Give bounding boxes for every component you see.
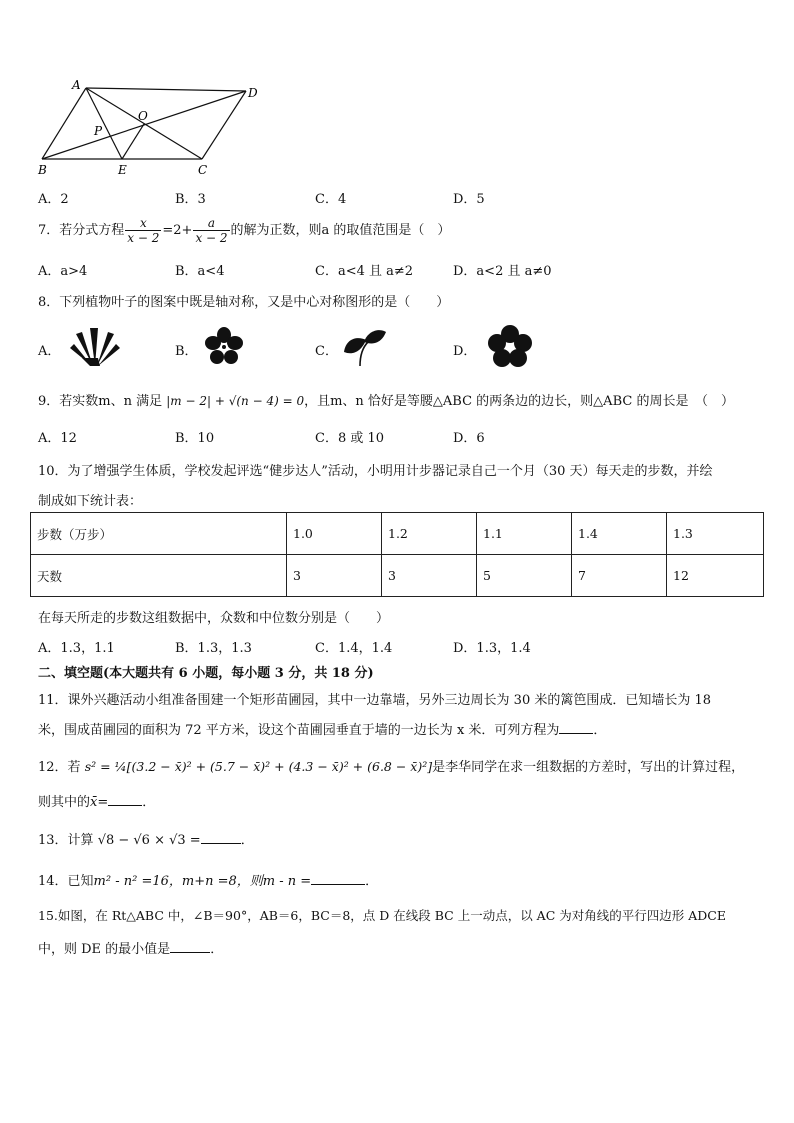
q12-prefix: 12．若 [38,760,81,775]
q6-option-a[interactable]: A．2 [38,192,69,207]
q12-line1 [38,756,744,775]
q11-line2-text: 米，围成苗圃园的面积为 72 平方米，设这个苗圃园垂直于墙的一边长为 x 米．可列方程为 [38,723,560,738]
q7-option-b[interactable]: B．a<4 [175,264,225,279]
q9-option-a[interactable]: A．12 [38,431,77,446]
q13-end: ． [240,833,254,848]
q9-expression: |m − 2| + √(n − 4) = 0 [166,394,305,408]
table-cell: 1.4 [572,513,667,555]
q9-option-c[interactable]: C．8 或 10 [315,431,385,446]
table-cell: 7 [572,555,667,597]
table-cell: 3 [382,555,477,597]
q7-frac1-num: x [125,216,161,231]
q15-line2 [38,938,223,957]
q11-line1: 11．课外兴趣活动小组准备围建一个矩形苗圃园，其中一边靠墙，另外三边周长为 30 米的篱笆围成．已知墙长为 18 [38,693,712,708]
table-cell: 1.2 [382,513,477,555]
label-O: O [138,109,148,123]
q12-line2 [38,791,155,810]
q10-line2: 制成如下统计表： [38,494,143,509]
q12-end: ． [142,795,156,810]
q7-frac1-den: x − 2 [127,231,160,245]
q12-answer-blank[interactable] [108,793,142,806]
q8-option-b[interactable]: B． [175,344,198,359]
q9-suffix: ，且m、n 恰好是等腰△ABC 的两条边的边长，则△ABC 的周长是 （ ） [304,394,734,409]
q9-prefix: 9．若实数m、n 满足 [38,394,163,409]
table-row [31,513,764,555]
spiky-leaf-icon [68,324,122,368]
q8-option-d[interactable]: D． [453,344,477,359]
q7-option-c[interactable]: C．a<4 且 a≠2 [315,264,414,279]
twig-leaves-icon [340,326,390,368]
q6-option-c[interactable]: C．4 [315,192,347,207]
q6-option-d[interactable]: D．5 [453,192,485,207]
q15-end: ． [210,942,224,957]
q10-line1: 10．为了增强学生体质，学校发起评选“健步达人”活动，小明用计步器记录自己一个月（30 天）每天走的步数，并绘 [38,464,713,479]
q10-option-b[interactable]: B．1.3，1.3 [175,641,252,656]
label-C: C [198,163,208,177]
q11-line2 [38,719,606,738]
q14-answer-blank[interactable] [311,872,365,885]
q9-stem [38,390,734,409]
label-B: B [38,163,47,177]
steps-table [30,512,764,597]
q12-suffix: 是李华同学在求一组数据的方差时，写出的计算过程， [432,760,745,775]
label-A: A [72,78,81,92]
q10-option-d[interactable]: D．1.3，1.4 [453,641,531,656]
q10-question: 在每天所走的步数这组数据中，众数和中位数分别是（ ） [38,611,390,626]
table-cell: 1.1 [477,513,572,555]
q14-line [38,870,378,889]
q8-option-a[interactable]: A． [38,344,61,359]
table-cell: 天数 [31,555,287,597]
q7-fraction-2 [193,216,229,245]
q15-answer-blank[interactable] [170,940,210,953]
section-2-title: 二、填空题(本大题共有 6 小题，每小题 3 分，共 18 分) [38,666,374,681]
q7-option-a[interactable]: A．a>4 [38,264,88,279]
q7-fraction-1 [125,216,161,245]
clover-flower-icon [486,324,534,370]
q14-end: ． [365,874,379,889]
table-cell: 1.0 [287,513,382,555]
q7-suffix: 的解为正数，则a 的取值范围是（ ） [230,223,451,238]
q7-option-d[interactable]: D．a<2 且 a≠0 [453,264,552,279]
table-cell: 1.3 [667,513,764,555]
q14-prefix: 14．已知 [38,874,94,889]
q13-line [38,829,254,848]
q11-end: ． [593,723,607,738]
q7-stem [38,216,450,245]
q11-answer-blank[interactable] [559,721,593,734]
q12-eq: = [97,795,109,810]
q10-option-c[interactable]: C．1.4，1.4 [315,641,393,656]
q10-option-a[interactable]: A．1.3，1.1 [38,641,115,656]
table-row [31,555,764,597]
table-cell: 5 [477,555,572,597]
q9-option-b[interactable]: B．10 [175,431,215,446]
table-cell: 12 [667,555,764,597]
q7-prefix: 7．若分式方程 [38,223,125,238]
q12-line2-text: 则其中的 [38,795,91,810]
label-D: D [248,86,258,100]
table-cell: 步数（万步） [31,513,287,555]
table-cell: 3 [287,555,382,597]
parallelogram-figure [34,76,264,180]
label-E: E [118,163,127,177]
q7-frac2-num: a [193,216,229,231]
q12-xbar: x̄ [90,795,98,810]
q9-option-d[interactable]: D．6 [453,431,485,446]
q12-formula: s² = ¼[(3.2 − x̄)² + (5.7 − x̄)² + (4.3 − x̄)² + (6.8 − x̄)²] [84,759,433,774]
q8-option-c[interactable]: C． [315,344,338,359]
q7-mid: =2+ [162,223,193,238]
q7-frac2-den: x − 2 [195,231,228,245]
q15-line1: 15.如图，在 Rt△ABC 中，∠B＝90°，AB＝6，BC＝8，点 D 在线段 BC 上一动点，以 AC 为对角线的平行四边形 ADCE [38,908,726,923]
q6-option-b[interactable]: B．3 [175,192,206,207]
q13-prefix: 13．计算 [38,833,94,848]
flower-icon [204,326,244,366]
label-P: P [94,124,103,138]
q13-expression: √8 − √6 × √3 = [97,833,201,848]
q14-expression: m² - n² =16，m+n =8，则m - n = [93,874,312,889]
q15-line2-text: 中，则 DE 的最小值是 [38,942,171,957]
q8-stem: 8．下列植物叶子的图案中既是轴对称，又是中心对称图形的是（ ） [38,295,450,310]
q13-answer-blank[interactable] [201,831,241,844]
